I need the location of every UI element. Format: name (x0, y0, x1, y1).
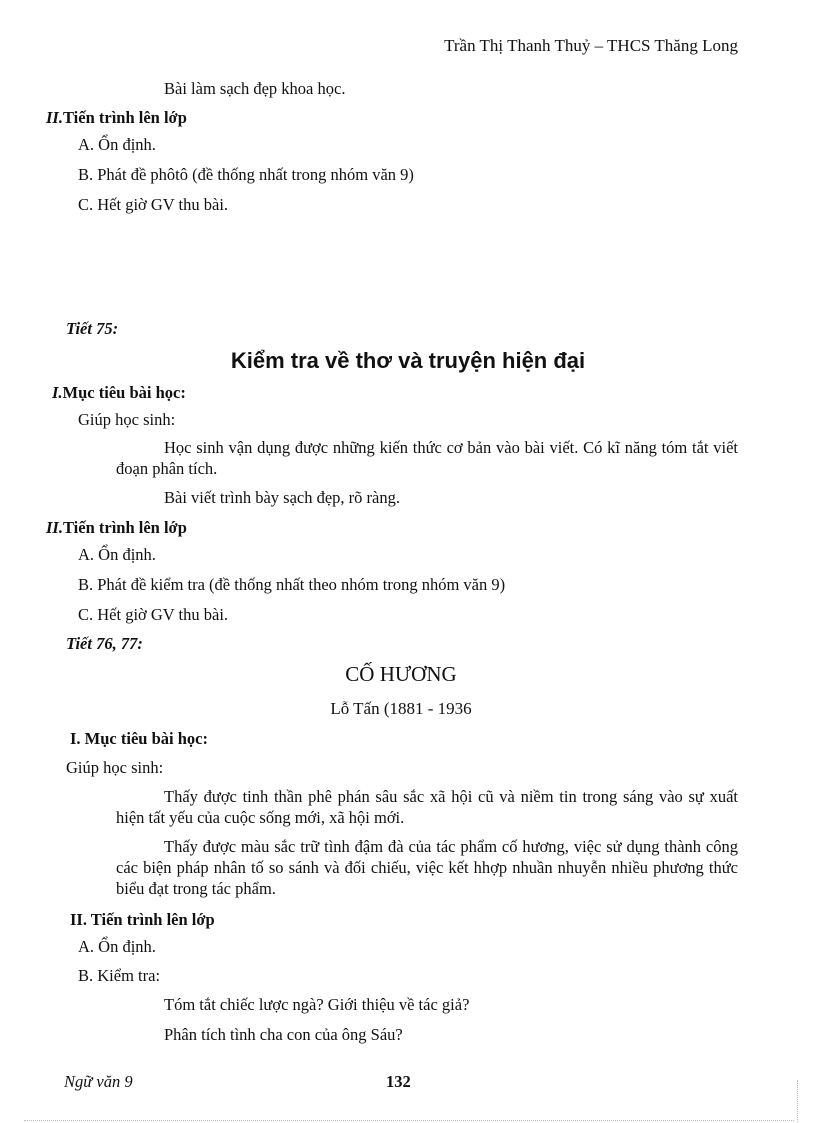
sub-bullet-item: Tóm tắt chiếc lược ngà? Giới thiệu về tác giả? (164, 995, 470, 1014)
list-item: B. Phát đề phôtô (đề thống nhất trong nhóm văn 9) (78, 165, 414, 184)
bullet-paragraph: Thấy được tinh thần phê phán sâu sắc xã hội cũ và niềm tin trong sáng vào sự xuất hiện tất yếu của cuộc sống mới, xã hội mới. (116, 787, 738, 827)
list-item: A. Ổn định. (78, 135, 156, 154)
page-header-author: Trần Thị Thanh Thuỷ – THCS Thăng Long (444, 36, 738, 55)
footer-subject: Ngữ văn 9 (64, 1072, 133, 1091)
section-heading: I.Mục tiêu bài học: (52, 383, 186, 402)
list-item: C. Hết giờ GV thu bài. (78, 605, 229, 624)
bullet-item: Bài viết trình bày sạch đẹp, rõ ràng. (164, 488, 400, 507)
intro-text: Giúp học sinh: (66, 758, 164, 777)
intro-text: Giúp học sinh: (78, 410, 176, 429)
list-item: B. Kiểm tra: (78, 966, 161, 985)
section-heading: II.Tiến trình lên lớp (46, 108, 187, 127)
lesson-title: CỐ HƯƠNG (345, 662, 457, 686)
section-heading: I. Mục tiêu bài học: (70, 729, 208, 748)
lesson-title: Kiểm tra về thơ và truyện hiện đại (230, 348, 586, 373)
page-edge-line (797, 1080, 798, 1122)
list-item: A. Ổn định. (78, 545, 156, 564)
lesson-label: Tiết 75: (66, 319, 119, 338)
bullet-paragraph: Thấy được màu sắc trữ tình đậm đà của tác phẩm cố hương, việc sử dụng thành công các biện pháp nhân tố so sánh và đối chiếu, việc kết hhợp nhuần nhuyễn nhiều phương thức biểu đạt trong tác phẩm. (116, 837, 738, 898)
section-heading: II. Tiến trình lên lớp (70, 910, 215, 929)
lesson-label: Tiết 76, 77: (66, 634, 143, 653)
lesson-author: Lỗ Tấn (1881 - 1936 (330, 699, 472, 718)
bullet-paragraph: Học sinh vận dụng được những kiến thức cơ bản vào bài viết. Có kĩ năng tóm tắt viết đoạn phân tích. (116, 438, 738, 478)
list-item: C. Hết giờ GV thu bài. (78, 195, 229, 214)
page-number: 132 (386, 1072, 411, 1091)
page-edge-line (24, 1120, 794, 1121)
sub-bullet-item: Phân tích tình cha con của ông Sáu? (164, 1025, 403, 1044)
bullet-item: Bài làm sạch đẹp khoa học. (164, 79, 346, 98)
section-heading: II.Tiến trình lên lớp (46, 518, 187, 537)
list-item: A. Ổn định. (78, 937, 156, 956)
list-item: B. Phát đề kiểm tra (đề thống nhất theo nhóm trong nhóm văn 9) (78, 575, 506, 594)
